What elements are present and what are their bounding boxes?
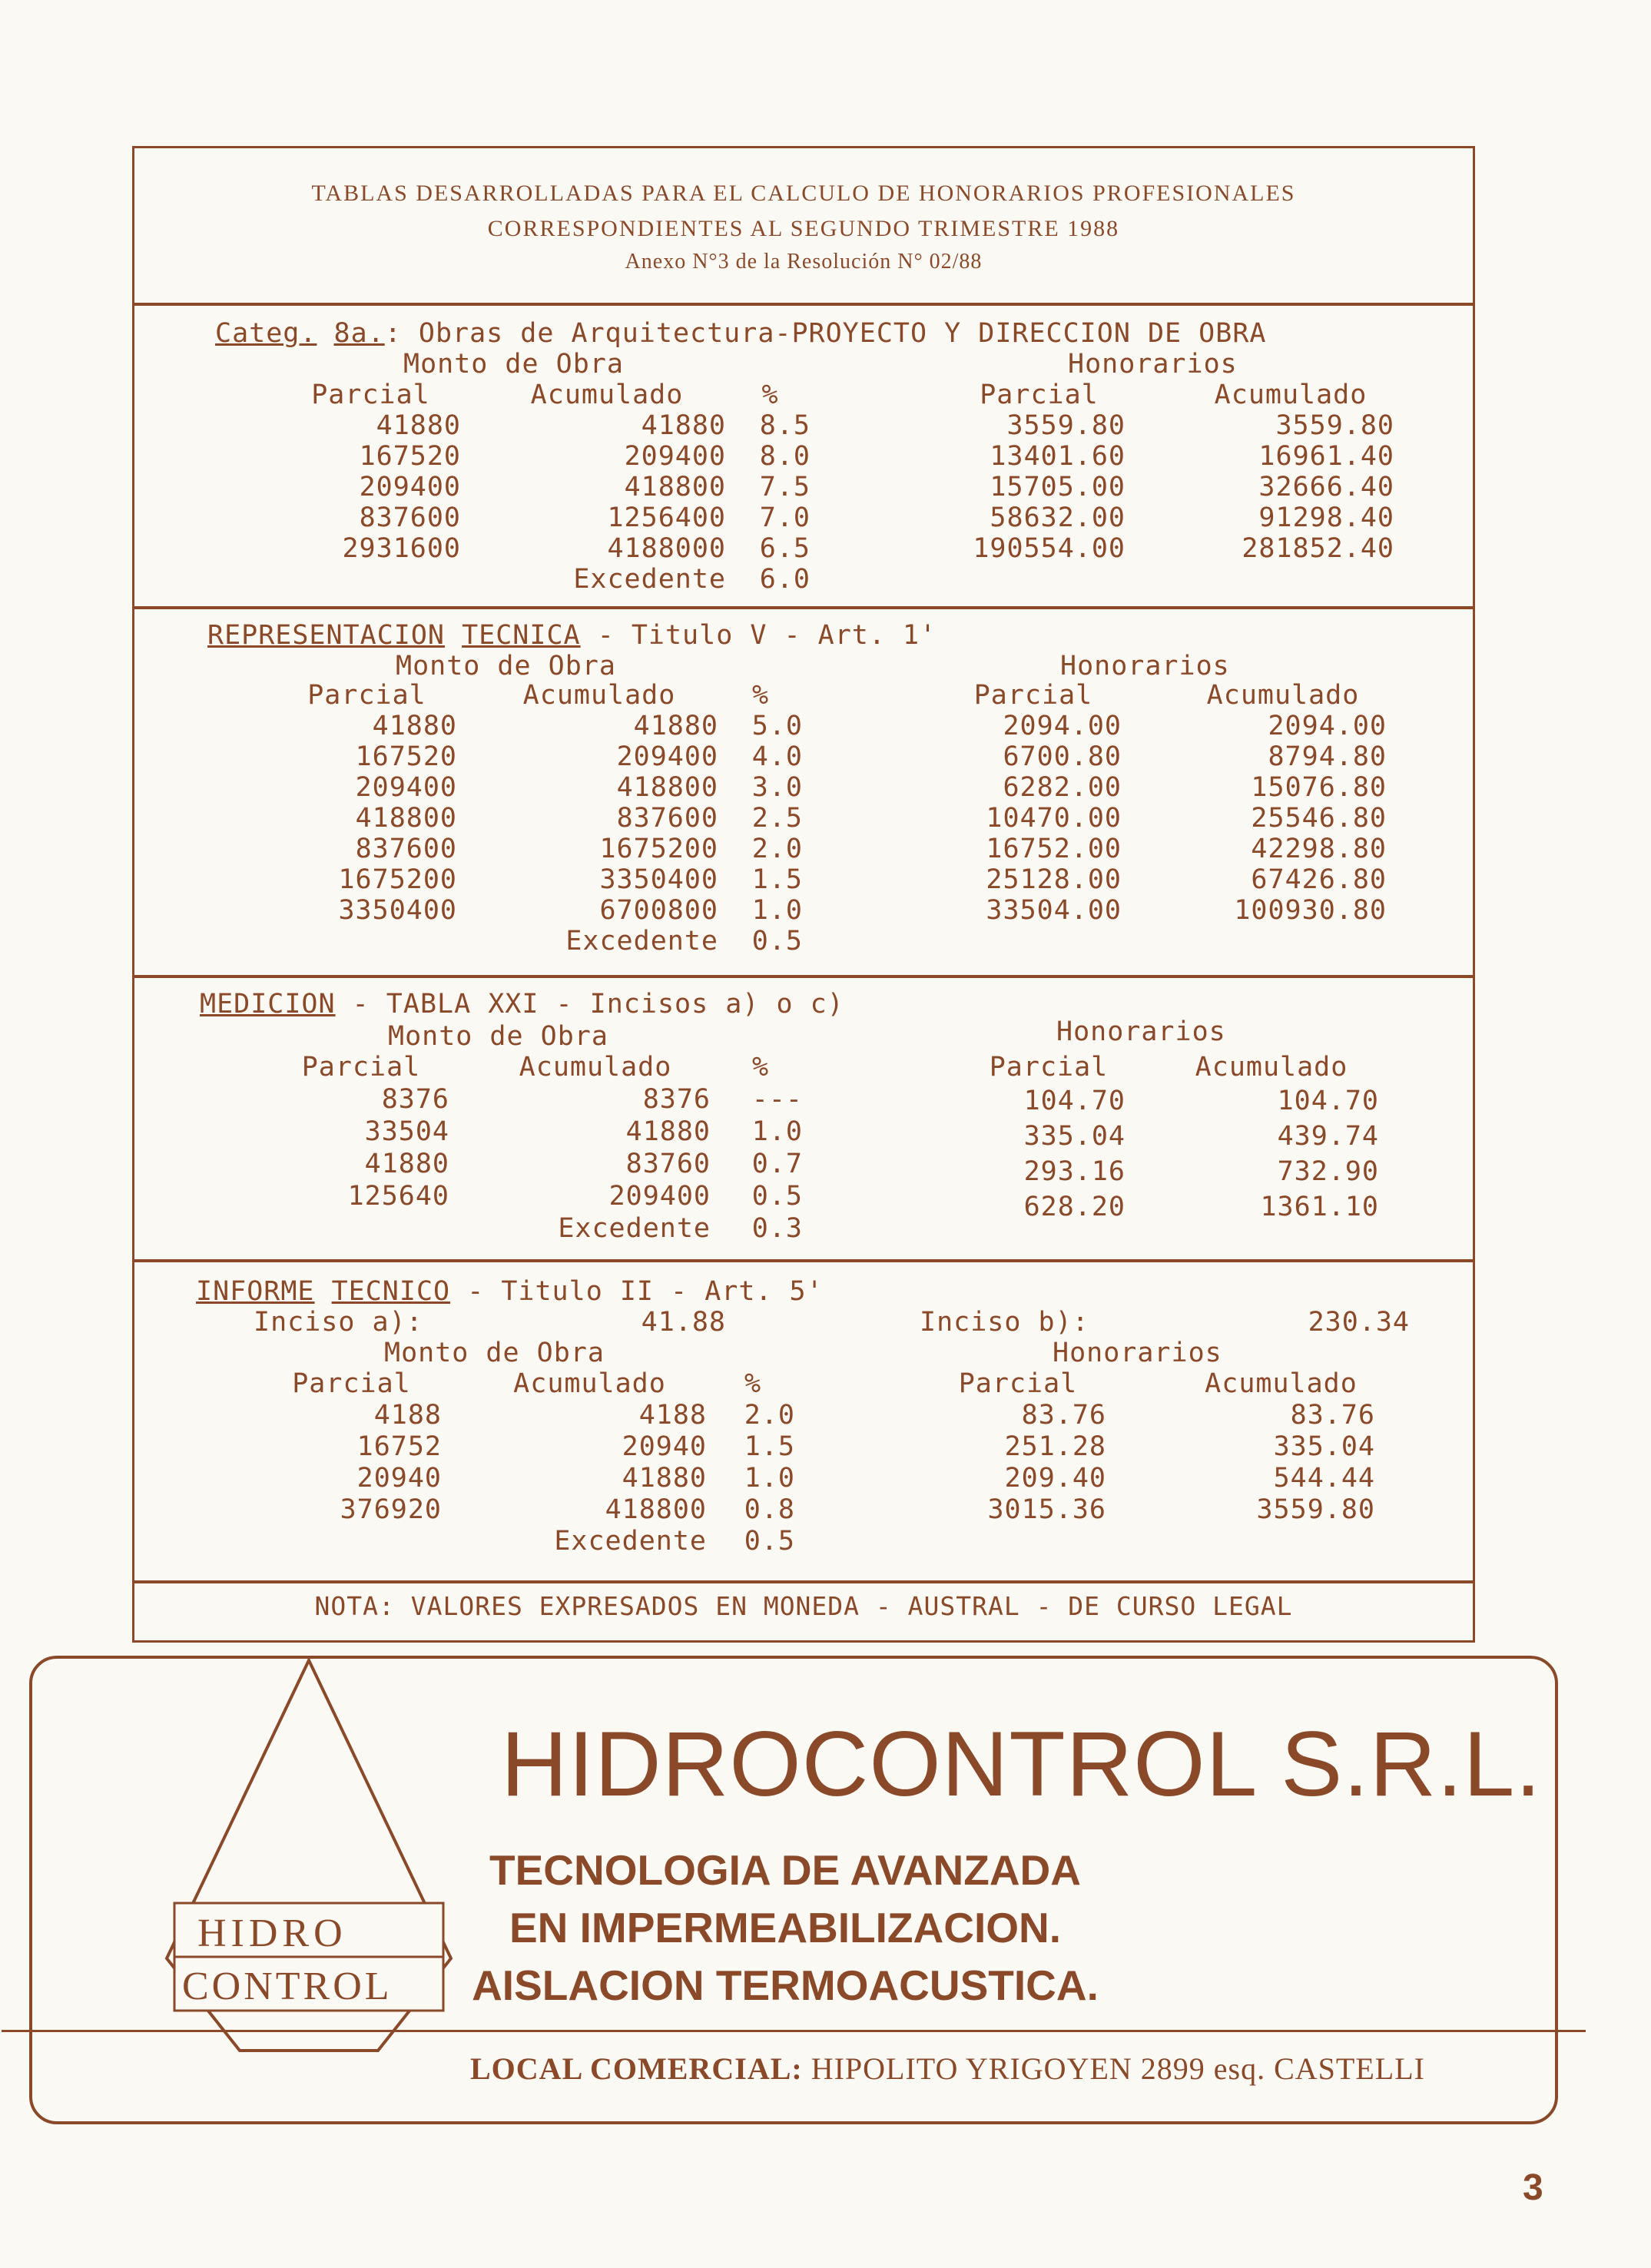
- table-cell: 1.0: [751, 1116, 803, 1147]
- table-cell: 209400: [355, 772, 457, 803]
- title-part: - Titulo II - Art. 5': [467, 1276, 824, 1307]
- table-cell: 1675200: [599, 834, 718, 864]
- table-cell: 1675200: [338, 864, 457, 895]
- table-cell: 8794.80: [1268, 741, 1387, 772]
- table-cell: 293.16: [1023, 1156, 1126, 1187]
- title-part: MEDICION: [200, 989, 336, 1020]
- column-header: Acumulado: [519, 1052, 672, 1083]
- column-header: Parcial: [980, 380, 1099, 410]
- table-cell: 418800: [605, 1494, 707, 1525]
- table-cell: 418800: [355, 803, 457, 834]
- table-cell: 2.0: [751, 834, 803, 864]
- table-cell: 41880: [633, 711, 718, 741]
- address-label: LOCAL COMERCIAL:: [470, 2051, 803, 2086]
- table-cell: 3350400: [338, 895, 457, 926]
- table-cell: 190554.00: [973, 533, 1126, 564]
- section-title: [207, 620, 937, 651]
- table-cell: 1.0: [751, 895, 803, 926]
- table-cell: 3559.80: [1256, 1494, 1375, 1525]
- table-cell: 8.0: [759, 441, 811, 472]
- table-cell: 16752: [356, 1431, 442, 1462]
- header-title: TABLAS DESARROLLADAS PARA EL CALCULO DE HONORARIOS PROFESIONALES: [311, 181, 1296, 206]
- honorarios-label: Honorarios: [1068, 349, 1238, 380]
- tagline-1: TECNOLOGIA DE AVANZADA: [489, 1846, 1081, 1894]
- address-text: HIPOLITO YRIGOYEN 2899 esq. CASTELLI: [811, 2051, 1425, 2086]
- column-header: %: [744, 1368, 762, 1399]
- column-header: Parcial: [307, 680, 426, 711]
- excedente-percent: 0.3: [751, 1213, 803, 1244]
- inciso-a-label: Inciso a):: [254, 1307, 423, 1338]
- title-part: - TABLA XXI - Incisos a) o c): [352, 989, 844, 1020]
- column-header: Acumulado: [1205, 1368, 1358, 1399]
- table-cell: 0.5: [751, 1181, 803, 1212]
- honorarios-label: Honorarios: [1060, 651, 1230, 681]
- table-cell: 2094.00: [1003, 711, 1122, 741]
- table-cell: 5.0: [751, 711, 803, 741]
- table-cell: 3.0: [751, 772, 803, 803]
- section-title: [215, 318, 1266, 349]
- table-cell: 6700.80: [1003, 741, 1122, 772]
- table-cell: 4.0: [751, 741, 803, 772]
- header-subtitle: CORRESPONDIENTES AL SEGUNDO TRIMESTRE 1988: [487, 216, 1120, 241]
- column-header: %: [751, 680, 770, 711]
- monto-label: Monto de Obra: [403, 349, 624, 380]
- column-header: Parcial: [989, 1052, 1109, 1083]
- table-cell: 58632.00: [990, 502, 1126, 533]
- table-cell: 1.5: [751, 864, 803, 895]
- table-cell: 41880: [641, 410, 726, 441]
- table-cell: 376920: [340, 1494, 442, 1525]
- table-cell: 209400: [616, 741, 718, 772]
- excedente-label: Excedente: [573, 564, 726, 595]
- table-cell: 837600: [359, 502, 461, 533]
- table-cell: 4188: [638, 1400, 707, 1431]
- table-cell: 335.04: [1273, 1431, 1375, 1462]
- monto-label: Monto de Obra: [396, 651, 616, 681]
- page-number: 3: [1523, 2167, 1543, 2208]
- table-cell: 83760: [625, 1149, 711, 1179]
- table-cell: 33504.00: [986, 895, 1122, 926]
- header-annex: Anexo N°3 de la Resolución N° 02/88: [625, 250, 983, 274]
- excedente-label: Excedente: [558, 1213, 711, 1244]
- table-cell: 1361.10: [1260, 1192, 1379, 1222]
- table-cell: 1.0: [744, 1463, 795, 1494]
- column-header: Parcial: [958, 1368, 1078, 1399]
- column-header: Parcial: [311, 380, 430, 410]
- table-cell: 7.5: [759, 472, 811, 502]
- inciso-b-value: 230.34: [1308, 1307, 1410, 1338]
- table-cell: 41880: [622, 1463, 707, 1494]
- column-header: Parcial: [973, 680, 1093, 711]
- table-cell: 8376: [381, 1084, 449, 1115]
- table-cell: 67426.80: [1251, 864, 1387, 895]
- title-part: - Titulo V - Art. 1': [597, 620, 937, 651]
- table-cell: 6282.00: [1003, 772, 1122, 803]
- table-cell: 83.76: [1021, 1400, 1106, 1431]
- column-header: Acumulado: [513, 1368, 666, 1399]
- table-cell: 837600: [355, 834, 457, 864]
- table-cell: 251.28: [1004, 1431, 1106, 1462]
- table-cell: 15076.80: [1251, 772, 1387, 803]
- monto-label: Monto de Obra: [384, 1338, 605, 1368]
- section-title: [200, 989, 844, 1020]
- inciso-a-value: 41.88: [641, 1307, 726, 1338]
- title-part: TECNICO: [331, 1276, 451, 1307]
- table-cell: 25128.00: [986, 864, 1122, 895]
- column-header: Acumulado: [522, 680, 676, 711]
- column-header: %: [751, 1052, 770, 1083]
- section-medicion: [134, 978, 1473, 1262]
- table-cell: 2.5: [751, 803, 803, 834]
- excedente-label: Excedente: [565, 926, 718, 957]
- table-cell: 2931600: [342, 533, 461, 564]
- table-cell: 41880: [372, 711, 457, 741]
- store-address: [470, 2051, 1425, 2087]
- table-cell: 1256400: [607, 502, 726, 533]
- nota-currency-note: NOTA: VALORES EXPRESADOS EN MONEDA - AUSTRAL - DE CURSO LEGAL: [314, 1591, 1293, 1621]
- table-cell: 628.20: [1023, 1192, 1126, 1222]
- table-cell: 10470.00: [986, 803, 1122, 834]
- table-cell: 20940: [356, 1463, 442, 1494]
- title-part: Categ.: [215, 318, 317, 349]
- hidrocontrol-advertisement: [29, 1656, 1558, 2124]
- column-header: Acumulado: [1214, 380, 1368, 410]
- title-part: INFORME: [196, 1276, 315, 1307]
- column-header: %: [761, 380, 779, 410]
- table-cell: 16961.40: [1258, 441, 1394, 472]
- table-cell: 732.90: [1277, 1156, 1379, 1187]
- monto-label: Monto de Obra: [388, 1021, 608, 1052]
- table-cell: 41880: [625, 1116, 711, 1147]
- title-part: : Obras de Arquitectura-PROYECTO Y DIRECCION DE OBRA: [384, 318, 1267, 349]
- honorarios-label: Honorarios: [1053, 1338, 1222, 1368]
- section-representacion-tecnica: [134, 609, 1473, 978]
- excedente-percent: 6.0: [759, 564, 811, 595]
- table-cell: 167520: [355, 741, 457, 772]
- section-informe-tecnico: [134, 1262, 1473, 1583]
- table-cell: 83.76: [1290, 1400, 1375, 1431]
- table-cell: 41880: [364, 1149, 449, 1179]
- table-cell: 335.04: [1023, 1121, 1126, 1152]
- table-cell: 6.5: [759, 533, 811, 564]
- tagline-2: EN IMPERMEABILIZACION.: [509, 1904, 1062, 1951]
- logo-text-control: CONTROL: [182, 1965, 393, 2008]
- table-cell: 7.0: [759, 502, 811, 533]
- table-cell: 3350400: [599, 864, 718, 895]
- excedente-percent: 0.5: [744, 1526, 795, 1557]
- table-cell: 41880: [376, 410, 461, 441]
- brand-name: HIDROCONTROL S.R.L.: [501, 1713, 1542, 1815]
- table-cell: 13401.60: [990, 441, 1126, 472]
- column-header: Acumulado: [1206, 680, 1360, 711]
- excedente-label: Excedente: [554, 1526, 707, 1557]
- fee-tables-frame: [132, 146, 1475, 1643]
- table-cell: 544.44: [1273, 1463, 1375, 1494]
- table-cell: 8.5: [759, 410, 811, 441]
- table-cell: 125640: [347, 1181, 449, 1212]
- table-cell: 0.8: [744, 1494, 795, 1525]
- table-cell: 418800: [616, 772, 718, 803]
- table-cell: 2094.00: [1268, 711, 1387, 741]
- table-cell: 6700800: [599, 895, 718, 926]
- document-header: [134, 148, 1473, 306]
- table-cell: 2.0: [744, 1400, 795, 1431]
- table-cell: 4188000: [607, 533, 726, 564]
- table-cell: 167520: [359, 441, 461, 472]
- table-cell: 15705.00: [990, 472, 1126, 502]
- table-cell: 8376: [642, 1084, 711, 1115]
- column-header: Parcial: [292, 1368, 411, 1399]
- table-cell: 209400: [624, 441, 726, 472]
- honorarios-label: Honorarios: [1056, 1016, 1226, 1047]
- title-part: 8a.: [333, 318, 385, 349]
- table-cell: 32666.40: [1258, 472, 1394, 502]
- section-proyecto-direccion: [134, 306, 1473, 609]
- table-cell: 16752.00: [986, 834, 1122, 864]
- inciso-b-label: Inciso b):: [920, 1307, 1089, 1338]
- table-cell: 281852.40: [1242, 533, 1394, 564]
- table-cell: ---: [751, 1084, 803, 1115]
- column-header: Parcial: [301, 1052, 421, 1083]
- table-cell: 25546.80: [1251, 803, 1387, 834]
- table-cell: 104.70: [1277, 1086, 1379, 1116]
- table-cell: 209400: [608, 1181, 711, 1212]
- table-cell: 3015.36: [987, 1494, 1106, 1525]
- table-cell: 439.74: [1277, 1121, 1379, 1152]
- column-header: Acumulado: [530, 380, 684, 410]
- title-part: REPRESENTACION: [207, 620, 446, 651]
- table-cell: 209400: [359, 472, 461, 502]
- table-cell: 0.7: [751, 1149, 803, 1179]
- table-cell: 418800: [624, 472, 726, 502]
- table-cell: 3559.80: [1006, 410, 1126, 441]
- section-title: [196, 1276, 824, 1307]
- table-cell: 20940: [622, 1431, 707, 1462]
- table-cell: 209.40: [1004, 1463, 1106, 1494]
- tagline-3: AISLACION TERMOACUSTICA.: [472, 1961, 1099, 2009]
- table-cell: 104.70: [1023, 1086, 1126, 1116]
- table-cell: 1.5: [744, 1431, 795, 1462]
- column-header: Acumulado: [1195, 1052, 1348, 1083]
- table-cell: 3559.80: [1275, 410, 1394, 441]
- table-cell: 4188: [373, 1400, 442, 1431]
- table-cell: 100930.80: [1234, 895, 1387, 926]
- title-part: TECNICA: [462, 620, 581, 651]
- excedente-percent: 0.5: [751, 926, 803, 957]
- table-cell: 33504: [364, 1116, 449, 1147]
- logo-text-hidro: HIDRO: [197, 1912, 347, 1955]
- table-cell: 42298.80: [1251, 834, 1387, 864]
- table-cell: 837600: [616, 803, 718, 834]
- table-cell: 91298.40: [1258, 502, 1394, 533]
